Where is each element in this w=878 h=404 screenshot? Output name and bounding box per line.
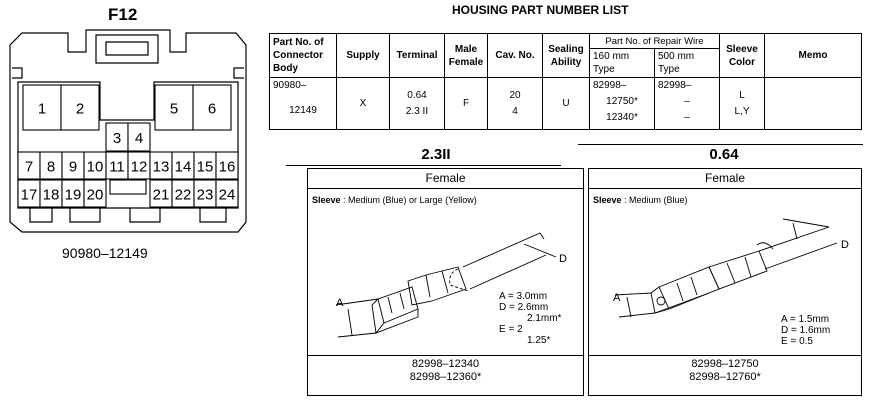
pin-label-11: 11: [109, 158, 125, 176]
pin-label-20: 20: [86, 186, 104, 204]
pin-label-7: 7: [24, 158, 34, 176]
terminal1-title-rule: [286, 165, 561, 166]
housing-list-title: HOUSING PART NUMBER LIST: [452, 3, 629, 17]
header-male-female: Male Female: [445, 34, 488, 78]
pin-label-6: 6: [207, 100, 217, 118]
terminal2-title: 0.64: [709, 146, 739, 163]
pin-label-21: 21: [152, 186, 170, 204]
pin-label-14: 14: [174, 158, 192, 176]
pin-label-4: 4: [134, 130, 144, 147]
header-repair-wire: Part No. of Repair Wire: [590, 34, 720, 49]
pin-label-13: 13: [152, 158, 170, 176]
cell-male-female: F: [445, 78, 488, 130]
connector-title: F12: [108, 5, 138, 24]
terminal1-dims: A = 3.0mm D = 2.6mm 2.1mm* E = 2 1.25*: [499, 291, 562, 346]
terminal1-dim-d-label: D: [559, 253, 567, 265]
header-terminal: Terminal: [390, 34, 445, 78]
cell-sleeve-color: L L,Y: [720, 78, 765, 130]
terminal2-dim-a-label: A: [613, 292, 621, 304]
pin-label-24: 24: [218, 186, 236, 204]
header-part-no: Part No. of Connector Body: [270, 34, 337, 78]
terminal2-dims: A = 1.5mm D = 1.6mm E = 0.5: [781, 314, 831, 347]
pin-label-15: 15: [196, 158, 214, 176]
connector-key-block: [110, 180, 146, 194]
cell-cav-no: 20 4: [488, 78, 543, 130]
terminal2-sleeve-note: Sleeve : Medium (Blue): [593, 195, 688, 205]
pin-label-17: 17: [20, 186, 38, 204]
cell-wire-500: 82998– – –: [655, 78, 720, 130]
pin-label-22: 22: [174, 186, 192, 204]
header-wire-500: 500 mm Type: [655, 49, 720, 78]
terminal2-dim-d-label: D: [841, 239, 849, 251]
connector-pin-grid: [0, 0, 262, 245]
header-memo: Memo: [765, 34, 862, 78]
terminal1-part-numbers: 82998–12340 82998–12360*: [409, 358, 482, 383]
cell-terminal: 0.64 2.3 II: [390, 78, 445, 130]
terminal2-top-rule: [578, 144, 863, 145]
pin-label-19: 19: [64, 186, 82, 204]
header-sealing: Sealing Ability: [543, 34, 590, 78]
pin-label-1: 1: [37, 100, 47, 118]
pin-label-10: 10: [86, 158, 104, 176]
header-sleeve-color: Sleeve Color: [720, 34, 765, 78]
pin-label-5: 5: [169, 100, 179, 118]
terminal1-panel: [307, 168, 584, 396]
cell-part-no: 90980– 12149: [270, 78, 337, 130]
terminal2-panel: [588, 168, 862, 396]
pin-label-18: 18: [42, 186, 60, 204]
header-cav-no: Cav. No.: [488, 34, 543, 78]
pin-label-8: 8: [46, 158, 56, 176]
pin-label-9: 9: [68, 158, 78, 176]
terminal1-type: Female: [308, 169, 583, 189]
pin-label-3: 3: [112, 130, 122, 147]
terminal1-divider: [308, 355, 583, 356]
cell-memo: [765, 78, 862, 130]
pin-label-2: 2: [75, 100, 85, 118]
header-supply: Supply: [337, 34, 390, 78]
header-wire-160: 160 mm Type: [590, 49, 655, 78]
pin-label-23: 23: [196, 186, 214, 204]
terminal2-divider: [589, 355, 861, 356]
housing-table: [269, 33, 862, 130]
pin-label-12: 12: [130, 158, 148, 176]
terminal1-title: 2.3II: [421, 146, 451, 163]
pin-label-16: 16: [218, 158, 236, 176]
terminal1-dim-a-label: A: [336, 297, 344, 309]
cell-sealing: U: [543, 78, 590, 130]
connector-part-number: 90980–12149: [62, 245, 148, 261]
terminal2-part-numbers: 82998–12750 82998–12760*: [689, 358, 761, 383]
terminal1-sleeve-note: Sleeve : Medium (Blue) or Large (Yellow): [312, 195, 477, 205]
cell-supply: X: [337, 78, 390, 130]
cell-wire-160: 82998– 12750* 12340*: [590, 78, 655, 130]
terminal2-type: Female: [589, 169, 861, 189]
